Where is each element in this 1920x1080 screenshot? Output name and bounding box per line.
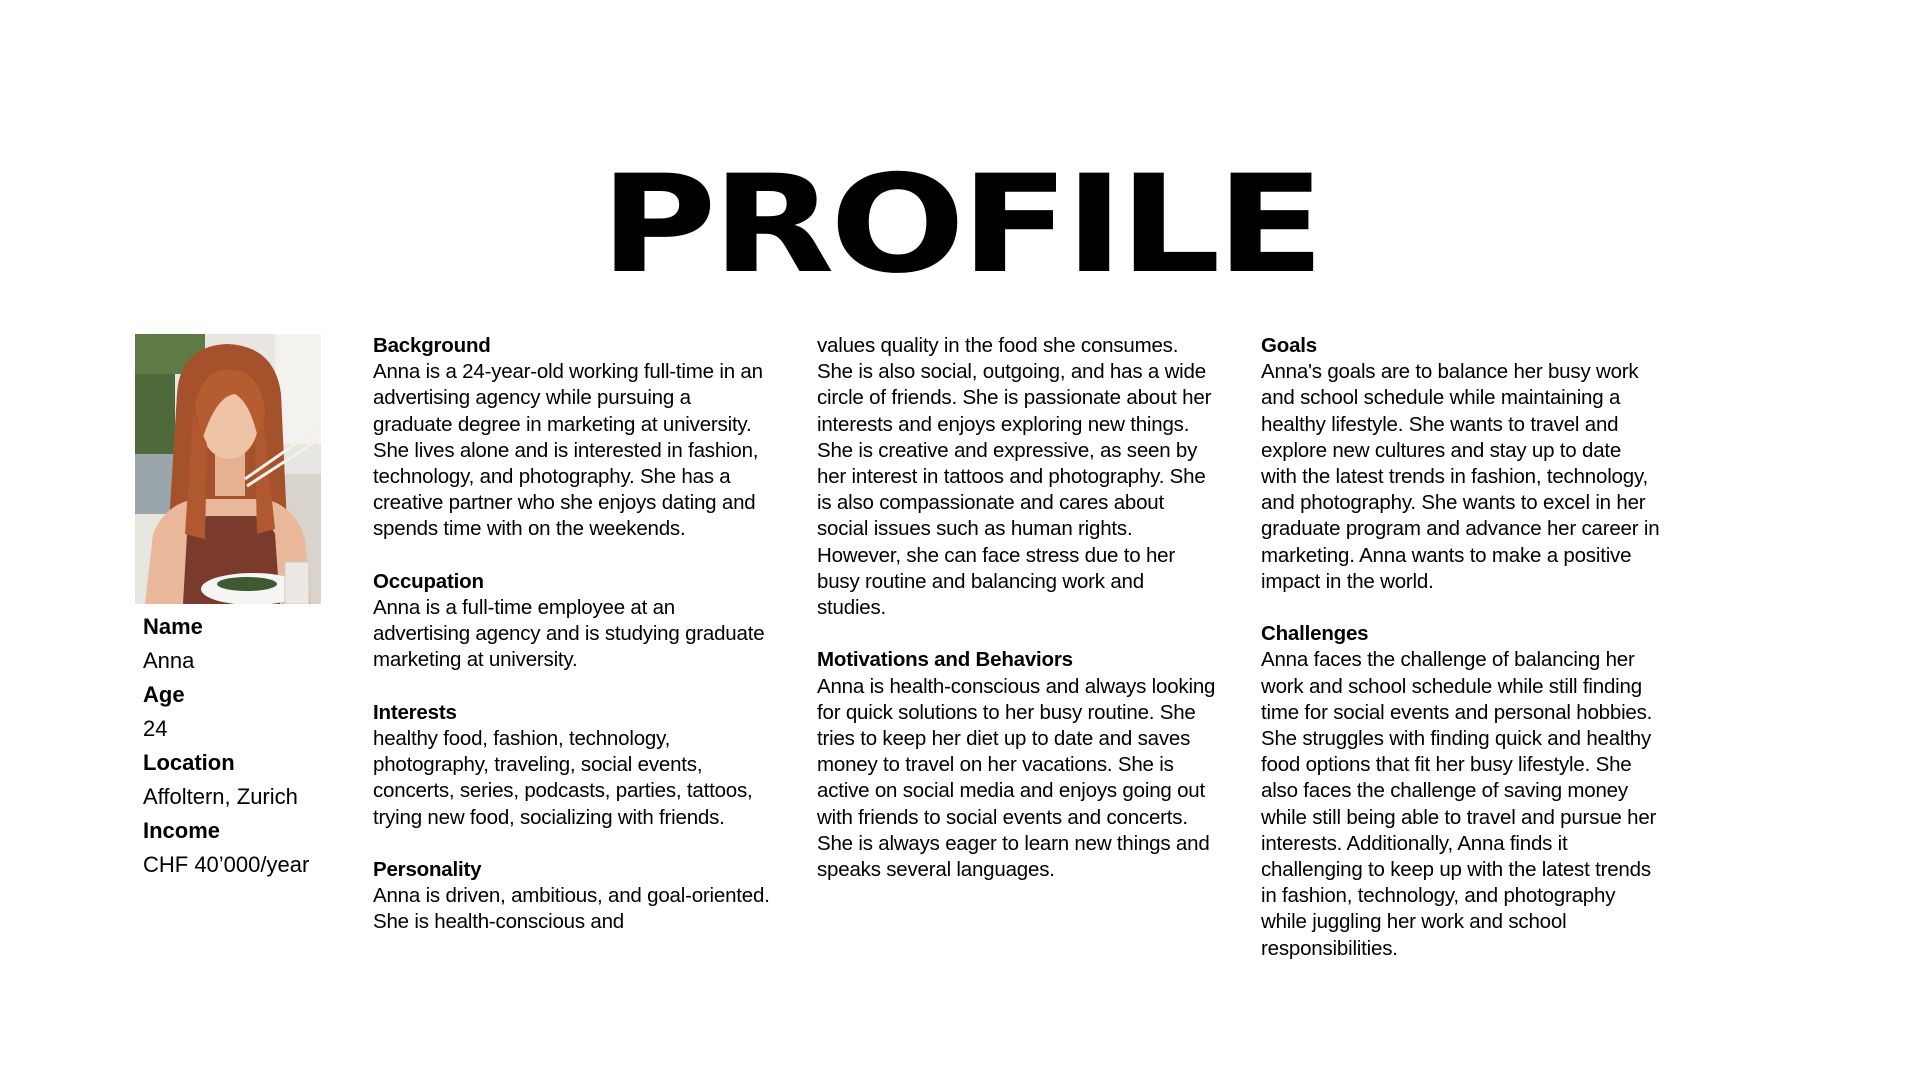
income-value: CHF 40’000/year (143, 852, 310, 877)
motivations-title: Motivations and Behaviors (817, 648, 1073, 672)
personality-text-part2: values quality in the food she consumes. She is also social, outgoing, and has a wide circle of friends. She is passionate about her interests and enjoys exploring new things. She is creative and expressive, as seen by her interest in tattoos and photography. She is also compassionate and cares about social issues such as human rights. However, she can face stress due to her busy routine and balancing work and studies. (817, 334, 1212, 620)
occupation-text: Anna is a full-time employee at an advertising agency and is studying graduate marketing at university. (373, 596, 765, 672)
section-occupation (373, 569, 773, 674)
section-goals (1261, 333, 1661, 595)
profile-photo (135, 334, 321, 604)
personality-title: Personality (373, 858, 482, 882)
interests-title: Interests (373, 700, 457, 724)
section-challenges (1261, 621, 1661, 962)
age-label: Age (143, 682, 185, 707)
section-motivations (817, 647, 1217, 883)
section-interests (373, 700, 773, 831)
challenges-text: Anna faces the challenge of balancing her work and school schedule while still finding time for social events and personal hobbies. She struggles with finding quick and healthy food options that fit her busy lifestyle. She also faces the challenge of saving money while still being able to travel and pursue her interests. Additionally, Anna finds it challenging to keep up with the latest trends in fashion, technology, and photography while juggling her work and school responsibilities. (1261, 648, 1657, 960)
page-title: PROFILE (599, 146, 1321, 303)
name-value: Anna (143, 648, 195, 673)
section-background (373, 333, 773, 543)
interests-text: healthy food, fashion, technology, photography, traveling, social events, concerts, series, podcasts, parties, tattoos, trying new food, socializing with friends. (373, 727, 753, 829)
age-value: 24 (143, 716, 168, 741)
column-1 (373, 333, 773, 962)
goals-text: Anna's goals are to balance her busy work and school schedule while maintaining a healthy lifestyle. She wants to travel and explore new cultures and stay up to date with the latest trends in fashion, technology, and photography. She wants to excel in her graduate program and advance her career in marketing. Anna wants to make a positive impact in the world. (1261, 360, 1660, 593)
income-label: Income (143, 818, 221, 843)
challenges-title: Challenges (1261, 622, 1369, 646)
location-value: Affoltern, Zurich (143, 784, 298, 809)
personality-text-part1: Anna is driven, ambitious, and goal-oriented. She is health-conscious and (373, 884, 770, 934)
motivations-text: Anna is health-conscious and always looking for quick solutions to her busy routine. She tries to keep her diet up to date and saves money to travel on her vacations. She is active on social media and enjoys going out with friends to social events and concerts. She is always eager to learn new things and speaks several languages. (817, 674, 1216, 882)
name-label: Name (143, 614, 203, 639)
occupation-title: Occupation (373, 569, 484, 593)
goals-title: Goals (1261, 334, 1317, 357)
column-3 (1261, 333, 1661, 988)
background-title: Background (373, 334, 491, 357)
background-text: Anna is a 24-year-old working full-time in an advertising agency while pursuing a graduate degree in marketing at university. She lives alone and is interested in fashion, technology, and photography. She has a creative partner who she enjoys dating and spends time with on the weekends. (373, 360, 763, 541)
column-2 (817, 333, 1217, 909)
location-label: Location (143, 750, 235, 775)
section-personality-continued (817, 333, 1217, 621)
personal-info (143, 610, 353, 882)
section-personality (373, 857, 773, 936)
